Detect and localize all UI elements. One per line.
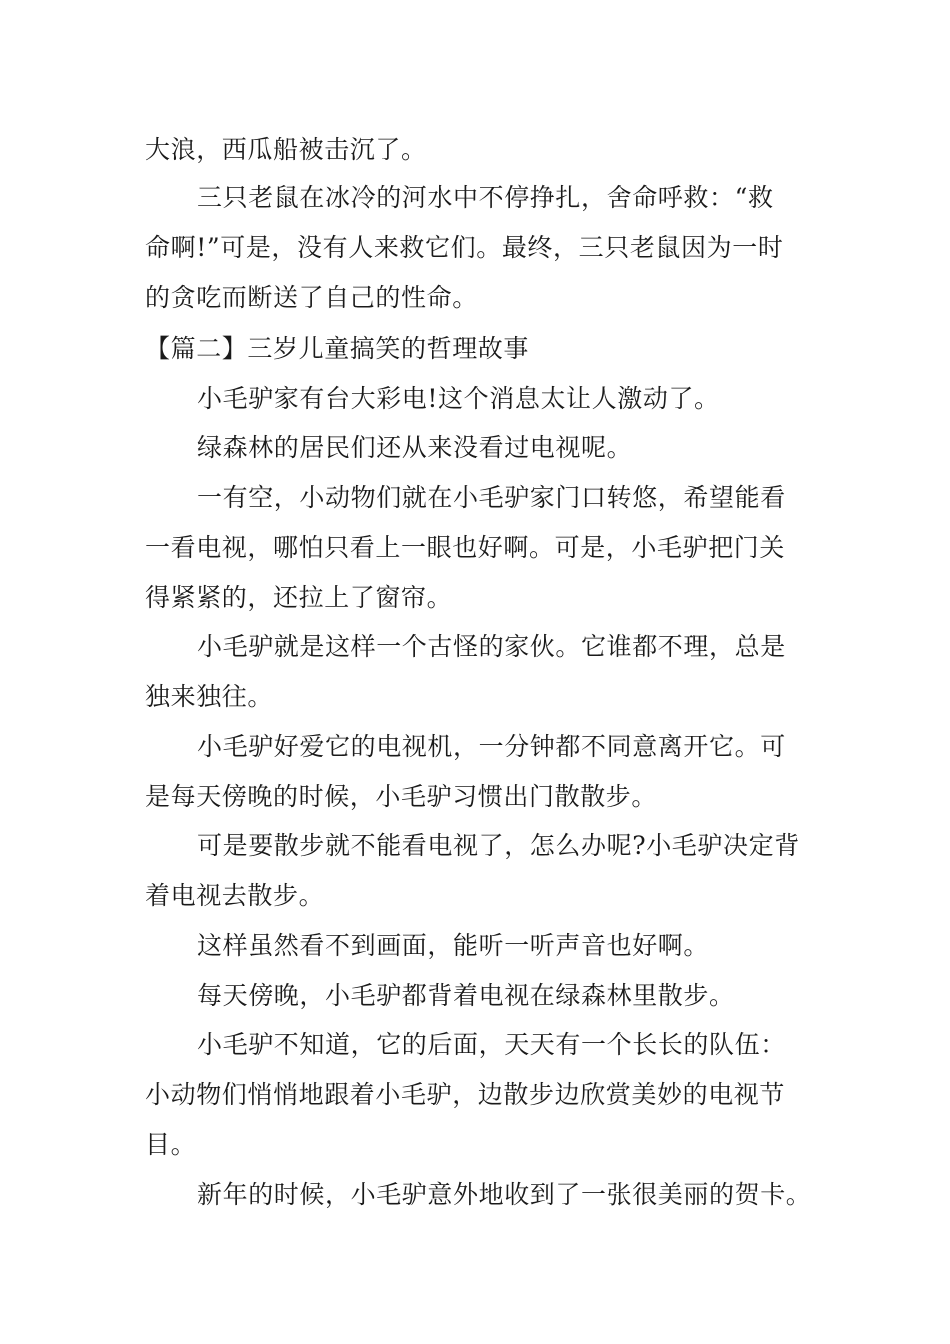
text-line: 命啊!”可是，没有人来救它们。最终，三只老鼠因为一时 bbox=[145, 233, 784, 262]
text-line: 绿森林的居民们还从来没看过电视呢。 bbox=[197, 433, 633, 462]
text-line: 大浪，西瓜船被击沉了。 bbox=[145, 135, 427, 164]
text-line: 新年的时候，小毛驴意外地收到了一张很美丽的贺卡。 bbox=[197, 1180, 812, 1209]
text-line: 小毛驴不知道，它的后面，天天有一个长长的队伍： bbox=[197, 1030, 786, 1059]
text-line: 三只老鼠在冰冷的河水中不停挣扎，舍命呼救：“救 bbox=[197, 183, 774, 212]
text-line: 目。 bbox=[145, 1130, 197, 1159]
text-line: 的贪吃而断送了自己的性命。 bbox=[145, 283, 478, 312]
text-line: 小毛驴好爱它的电视机，一分钟都不同意离开它。可 bbox=[197, 732, 786, 761]
text-line: 独来独往。 bbox=[145, 682, 274, 711]
text-line: 是每天傍晚的时候，小毛驴习惯出门散散步。 bbox=[145, 782, 658, 811]
text-line: 一有空，小动物们就在小毛驴家门口转悠，希望能看 bbox=[197, 483, 786, 512]
text-line: 小毛驴就是这样一个古怪的家伙。它谁都不理，总是 bbox=[197, 632, 786, 661]
text-line: 小动物们悄悄地跟着小毛驴，边散步边欣赏美妙的电视节 bbox=[145, 1080, 786, 1109]
text-line: 每天傍晚，小毛驴都背着电视在绿森林里散步。 bbox=[197, 981, 735, 1010]
text-line: 一看电视，哪怕只看上一眼也好啊。可是，小毛驴把门关 bbox=[145, 533, 786, 562]
text-line: 小毛驴家有台大彩电!这个消息太让人激动了。 bbox=[197, 384, 720, 413]
text-line: 得紧紧的，还拉上了窗帘。 bbox=[145, 583, 453, 612]
text-line: 着电视去散步。 bbox=[145, 881, 325, 910]
text-line: 这样虽然看不到画面，能听一听声音也好啊。 bbox=[197, 931, 710, 960]
text-line: 可是要散步就不能看电视了，怎么办呢?小毛驴决定背 bbox=[197, 831, 800, 860]
section-heading: 【篇二】三岁儿童搞笑的哲理故事 bbox=[145, 334, 530, 363]
